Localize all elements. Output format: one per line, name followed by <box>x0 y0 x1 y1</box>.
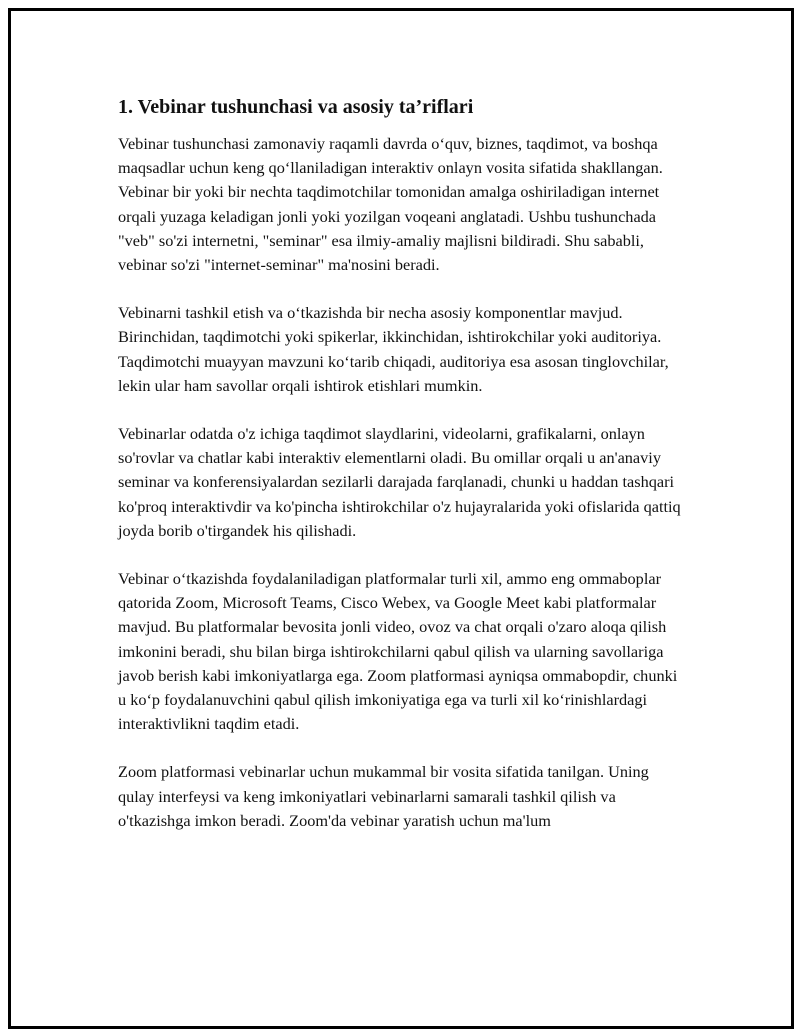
paragraph-1: Vebinar tushunchasi zamonaviy raqamli davrda o‘quv, biznes, taqdimot, va boshqa maqsadlar uchun keng qo‘llaniladigan interaktiv onlayn vosita sifatida shakllangan. Vebinar bir yoki bir nechta taqdimotchilar tomonidan amalga oshiriladigan internet orqali yuzaga keladigan jonli yoki yozilgan voqeani anglatadi. Ushbu tushunchada "veb" so'zi internetni, "seminar" esa ilmiy-amaliy majlisni bildiradi. Shu sababli, vebinar so'zi "internet-seminar" ma'nosini beradi. <box>118 134 663 275</box>
section-heading: 1. Vebinar tushunchasi va asosiy ta’riflari <box>118 96 474 118</box>
paragraph-5: Zoom platformasi vebinarlar uchun mukammal bir vosita sifatida tanilgan. Uning qulay interfeysi va keng imkoniyatlari vebinarlarni samarali tashkil qilish va o'tkazishga imkon beradi. Zoom'da vebinar yaratish uchun ma'lum <box>118 762 649 830</box>
document-body <box>118 94 688 857</box>
paragraph-4: Vebinar o‘tkazishda foydalaniladigan platformalar turli xil, ammo eng ommaboplar qatorida Zoom, Microsoft Teams, Cisco Webex, va Google Meet kabi platformalar mavjud. Bu platformalar bevosita jonli video, ovoz va chat orqali o'zaro aloqa qilish imkonini beradi, shu bilan birga ishtirokchilarni qabul qilish va ularning savollariga javob berish kabi imkoniyatlarga ega. Zoom platformasi ayniqsa ommabopdir, chunki u ko‘p foydalanuvchini qabul qilish imkoniyatiga ega va turli xil ko‘rinishlardagi interaktivlikni taqdim etadi. <box>118 569 678 734</box>
paragraph-3: Vebinarlar odatda o'z ichiga taqdimot slaydlarini, videolarni, grafikalarni, onlayn so'rovlar va chatlar kabi interaktiv elementlarni oladi. Bu omillar orqali u an'anaviy seminar va konferensiyalardan sezilarli darajada farqlanadi, chunki u haddan tashqari ko'proq interaktivdir va ko'pincha ishtirokchilar o'z hujayralarida yoki ofislarida qattiq joyda borib o'tirgandek his qilishadi. <box>118 424 681 540</box>
paragraph-2: Vebinarni tashkil etish va o‘tkazishda bir necha asosiy komponentlar mavjud. Birinchidan, taqdimotchi yoki spikerlar, ikkinchidan, ishtirokchilar yoki auditoriya. Taqdimotchi muayyan mavzuni ko‘tarib chiqadi, auditoriya esa asosan tinglovchilar, lekin ular ham savollar orqali ishtirok etishlari mumkin. <box>118 303 669 395</box>
